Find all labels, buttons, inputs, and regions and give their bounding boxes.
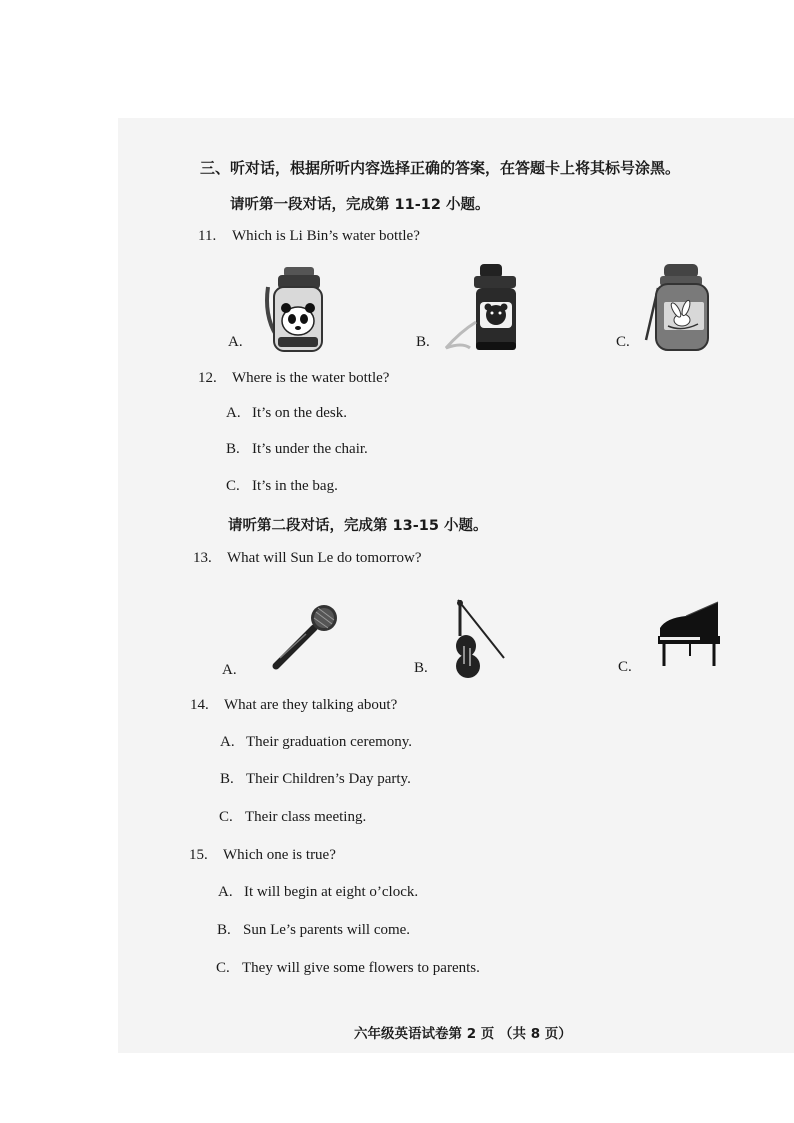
q11-option-c-label: C. [616,334,630,350]
q15-option-c [216,960,480,977]
question-number: 11. [198,228,217,244]
option-text: Their graduation ceremony. [246,734,413,750]
question-text: Which one is true? [223,847,336,863]
question-text: What are they talking about? [224,697,398,713]
exam-page-background [118,118,794,1053]
question-number: 15. [189,847,208,863]
option-letter: C. [226,478,240,494]
question-number: 12. [198,370,217,386]
rabbit-water-bottle-icon [642,262,718,354]
question-13 [193,550,422,567]
q13-option-b-label: B. [414,660,428,676]
q13-option-a-label: A. [222,662,237,678]
option-text: Their class meeting. [245,809,367,825]
option-letter: A. [226,405,241,421]
question-12 [198,370,389,387]
q15-option-b [217,922,410,939]
q11-option-b-label: B. [416,334,430,350]
question-14 [190,697,397,714]
question-number: 13. [193,550,212,566]
q12-option-a [226,405,347,422]
instruction-part-2: 请听第二段对话，完成第 13-15 小题。 [228,518,488,534]
microphone-icon [266,600,342,670]
q14-option-c [219,809,366,826]
option-text: Their Children’s Day party. [246,771,411,787]
option-letter: B. [217,922,231,938]
violin-icon [446,598,510,680]
q12-option-c [226,478,338,495]
question-text: Which is Li Bin’s water bottle? [232,228,420,244]
instruction-part-1: 请听第一段对话，完成第 11-12 小题。 [230,197,490,213]
question-number: 14. [190,697,209,713]
question-text: What will Sun Le do tomorrow? [227,550,422,566]
q11-option-a-label: A. [228,334,243,350]
panda-water-bottle-icon [258,265,340,353]
option-letter: C. [219,809,233,825]
option-text: It’s on the desk. [252,405,347,421]
question-15 [189,847,336,864]
q13-option-c-label: C. [618,659,632,675]
option-letter: B. [226,441,240,457]
q12-option-b [226,441,368,458]
option-text: They will give some flowers to parents. [242,960,480,976]
q14-option-a [220,734,412,751]
question-11 [198,228,420,245]
page-footer: 六年级英语试卷第 2 页 （共 8 页） [354,1026,572,1042]
option-letter: A. [218,884,233,900]
option-text: Sun Le’s parents will come. [243,922,411,938]
q15-option-a [218,884,418,901]
bear-water-bottle-icon [440,262,530,354]
q14-option-b [220,771,411,788]
option-letter: C. [216,960,230,976]
option-text: It will begin at eight o’clock. [244,884,419,900]
piano-icon [656,600,724,668]
section-title: 三、听对话，根据所听内容选择正确的答案，在答题卡上将其标号涂黑。 [200,159,681,177]
option-letter: A. [220,734,235,750]
option-text: It’s in the bag. [252,478,338,494]
question-text: Where is the water bottle? [232,370,390,386]
option-text: It’s under the chair. [252,441,368,457]
option-letter: B. [220,771,234,787]
